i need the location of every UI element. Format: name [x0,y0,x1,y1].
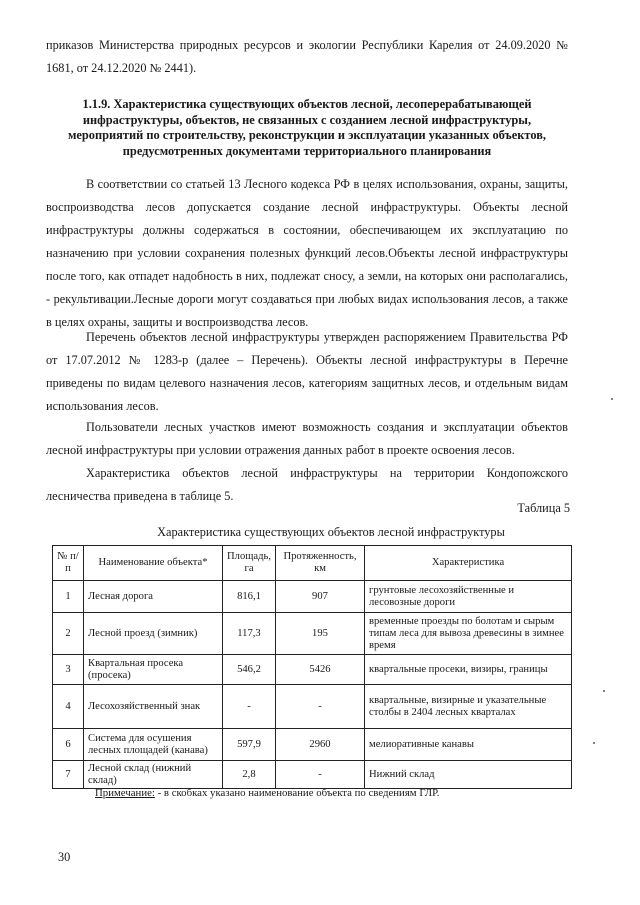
cell-num: 2 [53,613,84,655]
header-name: Наименование объекта* [84,546,223,581]
cell-name: Лесохозяйственный знак [84,685,223,729]
section-heading: 1.1.9. Характеристика существующих объектов лесной, лесоперерабатывающей инфраструктуры, объектов, не связанных с созданием лесной инфраструктуры, мероприятий по строительству, реконструкции и эксплуатации указанных объектов, предусмотренных документами территориального планирования [67,97,547,158]
cell-description: грунтовые лесохозяйственные и лесовозные дороги [365,581,572,613]
cell-description: временные проезды по болотам и сырым типам леса для вывоза древесины в зимнее время [365,613,572,655]
paragraph-users: Пользователи лесных участков имеют возможность создания и эксплуатации объектов лесной инфраструктуры при условии отражения данных работ в проекте освоения лесов. [46,420,568,457]
cell-length: 195 [276,613,365,655]
table-label: Таблица 5 [517,501,570,515]
table-row [53,761,572,789]
cell-area: 2,8 [223,761,276,789]
paragraph-forest-code: В соответствии со статьей 13 Лесного кодекса РФ в целях использования, охраны, защиты, воспроизводства лесов допускается создание лесной инфраструктуры. Объекты лесной инфраструктуры должны содержаться в состоянии, обеспечивающем их эксплуатацию по назначению при условии сохранения полезных функций лесов.Объекты лесной инфраструктуры после того, как отпадет надобность в них, подлежат сносу, а земли, на которых они располагались, - рекультивации.Лесные дороги могут создаваться при любых видах использования лесов, а также в целях охраны, защиты и воспроизводства лесов. [46,177,568,329]
table-header-row [53,546,572,581]
cell-description: квартальные просеки, визиры, границы [365,655,572,685]
cell-name: Квартальная просека (просека) [84,655,223,685]
note-text: - в скобках указано наименование объекта по сведениям ГЛР. [154,787,440,799]
cell-num: 6 [53,729,84,761]
cell-name: Система для осушения лесных площадей (канава) [84,729,223,761]
cell-description: мелиоративные канавы [365,729,572,761]
cell-area: 117,3 [223,613,276,655]
table-row [53,685,572,729]
cell-area: 816,1 [223,581,276,613]
header-area: Площадь, га [223,546,276,581]
header-length: Протяженность, км [276,546,365,581]
cell-num: 1 [53,581,84,613]
table-title: Характеристика существующих объектов лесной инфраструктуры [157,525,505,539]
cell-name: Лесной проезд (зимник) [84,613,223,655]
cell-length: 907 [276,581,365,613]
paragraph-list-of-objects: Перечень объектов лесной инфраструктуры утвержден распоряжением Правительства РФ от 17.07.2012 № 1283-р (далее – Перечень). Объекты лесной инфраструктуры в Перечне приведены по видам целевого назначения лесов, категориям защитных лесов, и отдельным видам использования лесов. [46,330,568,413]
cell-description: Нижний склад [365,761,572,789]
cell-num: 7 [53,761,84,789]
scan-speck [593,742,595,744]
cell-length: 2960 [276,729,365,761]
cell-name: Лесная дорога [84,581,223,613]
scan-speck [611,398,613,400]
header-description: Характеристика [365,546,572,581]
cell-description: квартальные, визирные и указательные столбы в 2404 лесных кварталах [365,685,572,729]
cell-num: 3 [53,655,84,685]
cell-area: - [223,685,276,729]
paragraph-table-reference: Характеристика объектов лесной инфраструктуры на территории Кондопожского лесничества приведена в таблице 5. [46,466,568,503]
table-row [53,613,572,655]
cell-length: 5426 [276,655,365,685]
table-row [53,655,572,685]
cell-length: - [276,761,365,789]
note-label: Примечание: [95,787,155,799]
table-note [95,786,439,800]
cell-area: 546,2 [223,655,276,685]
cell-num: 4 [53,685,84,729]
table-row [53,729,572,761]
page-number: 30 [58,850,71,864]
cell-area: 597,9 [223,729,276,761]
header-num: № п/п [53,546,84,581]
cell-name: Лесной склад (нижний склад) [84,761,223,789]
paragraph-continuation: приказов Министерства природных ресурсов и экологии Республики Карелия от 24.09.2020 № 1681, от 24.12.2020 № 2441). [46,38,568,75]
cell-length: - [276,685,365,729]
table-row [53,581,572,613]
scan-speck [603,690,605,692]
infrastructure-table [52,545,572,789]
